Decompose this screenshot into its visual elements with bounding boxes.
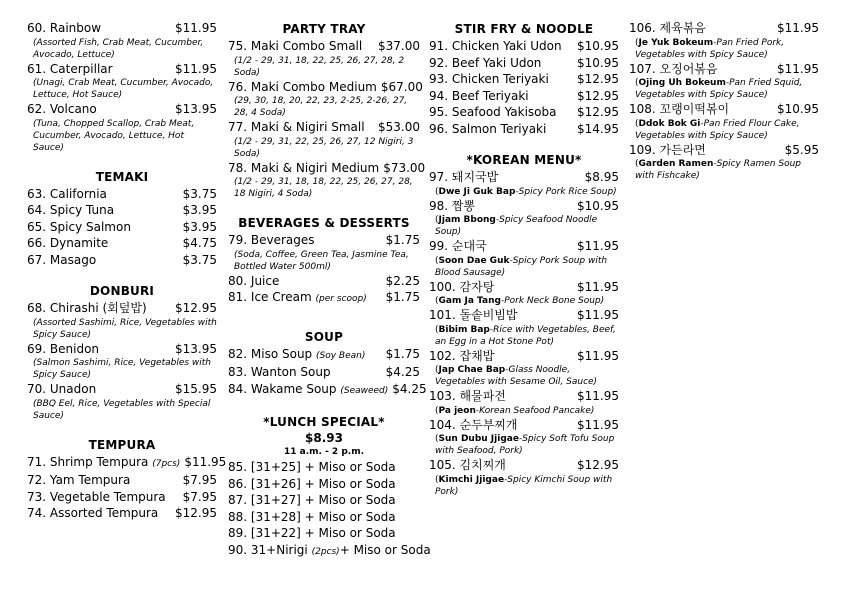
item-price: $13.95: [175, 341, 217, 356]
item-note: (Sun Dubu Jjigae-Spicy Soft Tofu Soup with Seafood, Pork): [435, 434, 615, 456]
item-name: 60. Rainbow: [27, 21, 102, 35]
item-note: (Soda, Coffee, Green Tea, Jasmine Tea, Bottled Water 500ml): [234, 249, 409, 272]
temaki-section: [27, 170, 217, 269]
item-name: 96. Salmon Teriyaki: [429, 121, 547, 136]
item-name: 71. Shrimp Tempura: [27, 454, 149, 469]
item-price: $12.95: [577, 105, 619, 119]
item-price: $7.95: [182, 473, 217, 487]
item-price: $11.95: [777, 61, 819, 76]
item-price: $3.95: [182, 203, 217, 217]
menu-item: [429, 417, 619, 458]
item-note: (Dwe Ji Guk Bap-Spicy Pork Rice Soup): [435, 186, 617, 197]
menu-item: [228, 459, 420, 476]
item-price: $4.75: [182, 236, 217, 250]
item-price: $2.25: [385, 273, 420, 288]
item-description: -Glass Noodle, Vegetables with Sesame Oil, Sauce): [435, 365, 598, 387]
item-qualifier: (2pcs): [311, 546, 340, 557]
menu-item: [429, 104, 619, 121]
item-price: $1.75: [385, 290, 420, 304]
item-price: $11.95: [175, 21, 217, 35]
soup-section: [228, 329, 427, 400]
item-note: (Unagi, Crab Meat, Cucumber, Avocado, Lettuce, Hot Sauce): [33, 78, 214, 100]
item-name: 107. 오징어볶음: [629, 61, 718, 76]
item-price: $73.00: [383, 160, 426, 175]
romanized-name: Gam Ja Tang: [438, 296, 501, 306]
menu-column-2: [228, 20, 431, 568]
item-price: $10.95: [777, 102, 819, 116]
menu-item: [629, 142, 819, 183]
menu-column-4: [629, 20, 819, 190]
item-name: 63. California: [27, 186, 107, 201]
menu-item: [429, 238, 619, 279]
section-title: *KOREAN MENU*: [466, 153, 582, 167]
item-note: (29, 30, 18, 20, 22, 23, 2-25, 2-26, 27, 28, 4 Soda): [234, 96, 408, 118]
beverages-section: [228, 216, 420, 308]
item-name: 69. Benidon: [27, 341, 100, 356]
item-price: $5.95: [784, 142, 819, 157]
romanized-name: Jap Chae Bap: [438, 365, 506, 375]
item-qualifier: (7pcs): [152, 458, 181, 469]
menu-item: [429, 71, 619, 88]
item-price: $11.95: [577, 348, 619, 363]
item-name: 83. Wanton Soup: [228, 365, 331, 379]
menu-item: [429, 198, 619, 239]
menu-item: [228, 476, 420, 493]
menu-item: [27, 252, 217, 269]
romanized-name: Je Yuk Bokeum: [638, 37, 714, 48]
menu-item: [228, 364, 420, 381]
item-name: 72. Yam Tempura: [27, 473, 131, 487]
item-name: 104. 순두부찌개: [429, 417, 518, 432]
menu-column-1: [27, 20, 227, 530]
item-name: 64. Spicy Tuna: [27, 203, 115, 217]
roll-section: [27, 20, 217, 154]
menu-item: [27, 186, 217, 203]
item-note: (Salmon Sashimi, Rice, Vegetables with Spicy Sauce): [33, 358, 212, 380]
item-name: 90. 31+Nirigi: [228, 542, 308, 557]
item-description: -Pan Fried Pork, Vegetables with Spicy Sauce): [635, 37, 785, 60]
item-price: $1.75: [385, 233, 420, 247]
item-note: (Assorted Sashimi, Rice, Vegetables with Spicy Sauce): [33, 317, 217, 340]
item-note: (Ojing Uh Bokeum-Pan Fried Squid, Vegetables with Spicy Sauce): [635, 78, 803, 100]
romanized-name: Pa jeon: [438, 405, 476, 416]
item-name: 88. [31+28] + Miso or Soda: [228, 509, 396, 524]
item-name: 106. 제육볶음: [629, 21, 706, 35]
item-name: 94. Beef Teriyaki: [429, 88, 529, 103]
romanized-name: Bibim Bap: [438, 324, 490, 335]
stir-fry-section: [429, 22, 619, 137]
menu-item: [27, 235, 217, 252]
item-note: (Ddok Bok Gi-Pan Fried Flour Cake, Vegetables with Spicy Sauce): [635, 118, 800, 141]
menu-item: [629, 61, 819, 102]
item-name: 81. Ice Cream: [228, 290, 312, 304]
menu-item: [228, 38, 420, 79]
item-description: -Spicy Ramen Soup with Fishcake): [635, 159, 801, 181]
item-description: -Rice with Vegetables, Beef, an Egg in a Hot Stone Pot): [435, 324, 616, 347]
item-name: 100. 감자탕: [429, 279, 495, 294]
menu-item: [429, 38, 619, 55]
item-price: $14.95: [577, 121, 619, 136]
section-title: DONBURI: [89, 284, 155, 298]
menu-item: [228, 119, 420, 160]
menu-item: [27, 454, 227, 473]
menu-item: [27, 381, 217, 422]
item-name: 109. 가든라면: [629, 142, 706, 157]
menu-item: [27, 101, 217, 154]
romanized-name: Garden Ramen: [638, 159, 714, 169]
item-price: $11.95: [577, 389, 619, 403]
tempura-section: [27, 437, 227, 522]
lunch-price: $8.93: [305, 431, 343, 445]
menu-item: [27, 202, 217, 219]
party-tray-section: [228, 22, 426, 200]
section-title: TEMAKI: [95, 169, 149, 184]
item-description: -Korean Seafood Pancake): [475, 405, 595, 416]
item-name: 99. 순대국: [429, 239, 487, 253]
item-name: 85. [31+25] + Miso or Soda: [228, 460, 396, 474]
item-price: $11.95: [184, 454, 227, 469]
item-price: $12.95: [175, 506, 217, 520]
item-name: 84. Wakame Soup: [228, 381, 337, 396]
item-price: $12.95: [577, 458, 619, 472]
section-title: PARTY TRAY: [282, 22, 366, 36]
item-name: 105. 김치찌개: [429, 458, 506, 472]
donburi-section: [27, 284, 217, 422]
item-note: (Assorted Fish, Crab Meat, Cucumber, Avocado, Lettuce): [33, 37, 204, 60]
menu-item: [629, 20, 819, 61]
item-description: -Spicy Soft Tofu Soup with Seafood, Pork): [435, 434, 615, 456]
section-title: TEMPURA: [88, 437, 156, 452]
romanized-name: Ddok Bok Gi: [638, 118, 701, 129]
menu-item: [27, 472, 217, 489]
menu-item: [27, 219, 217, 236]
menu-item: [228, 273, 420, 290]
section-title: STIR FRY & NOODLE: [454, 22, 594, 36]
romanized-name: Soon Dae Guk: [438, 255, 510, 266]
menu-item: [228, 381, 427, 400]
item-price: $67.00: [380, 79, 423, 94]
item-price: $53.00: [378, 120, 420, 134]
item-name: 65. Spicy Salmon: [27, 219, 131, 234]
item-note: (Soon Dae Guk-Spicy Pork Soup with Blood Sausage): [435, 255, 608, 278]
item-price: $11.95: [577, 279, 619, 294]
item-note: (Je Yuk Bokeum-Pan Fried Pork, Vegetables with Spicy Sauce): [635, 37, 785, 60]
menu-item: [228, 289, 420, 308]
item-description: -Spicy Seafood Noodle Soup): [435, 215, 598, 237]
item-name: 75. Maki Combo Small: [228, 39, 363, 53]
item-name: 101. 돌솥비빔밥: [429, 308, 518, 322]
item-note: (Garden Ramen-Spicy Ramen Soup with Fishcake): [635, 159, 801, 181]
romanized-name: Ojing Uh Bokeum: [638, 78, 726, 88]
item-qualifier: (Soy Bean): [316, 350, 366, 361]
item-note: (1/2 - 29, 31, 18, 22, 25, 26, 27, 28, 2 Soda): [234, 55, 405, 78]
menu-item: [429, 121, 619, 138]
item-price: $7.95: [182, 489, 217, 504]
item-note: (Jap Chae Bap-Glass Noodle, Vegetables with Sesame Oil, Sauce): [435, 365, 598, 387]
menu-item: [228, 525, 420, 542]
item-name: 102. 잡채밥: [429, 348, 495, 363]
item-name: 103. 해물파전: [429, 389, 506, 403]
item-price: $8.95: [584, 170, 619, 184]
item-name: 89. [31+22] + Miso or Soda: [228, 526, 396, 540]
lunch-special-section: [228, 415, 431, 560]
item-description: -Spicy Pork Rice Soup): [515, 186, 617, 197]
item-price: $12.95: [577, 72, 619, 86]
item-name: 98. 짬뽕: [429, 198, 476, 213]
item-name: 86. [31+26] + Miso or Soda: [228, 476, 396, 491]
item-note: (1/2 - 29, 31, 22, 25, 26, 27, 12 Nigiri, 3 Soda): [234, 136, 414, 159]
menu-item: [228, 509, 420, 526]
item-name: 70. Unadon: [27, 382, 97, 396]
item-note: (Gam Ja Tang-Pork Neck Bone Soup): [435, 296, 605, 306]
item-note: (BBQ Eel, Rice, Vegetables with Special Sauce): [33, 398, 211, 421]
menu-item: [429, 169, 619, 198]
item-price: $12.95: [577, 88, 619, 103]
menu-column-3: [429, 20, 619, 506]
item-description: -Spicy Kimchi Soup with Pork): [435, 474, 613, 497]
item-qualifier: (Seaweed): [340, 385, 389, 396]
menu-item: [429, 55, 619, 72]
item-price: $11.95: [577, 417, 619, 432]
menu-item: [27, 505, 217, 522]
item-price: $37.00: [378, 39, 420, 53]
item-name: 95. Seafood Yakisoba: [429, 105, 557, 119]
menu-item: [27, 489, 217, 506]
romanized-name: Sun Dubu Jjigae: [438, 434, 519, 444]
section-title: BEVERAGES & DESSERTS: [238, 216, 410, 230]
item-price: $15.95: [175, 382, 217, 396]
item-description: -Pan Fried Squid, Vegetables with Spicy Sauce): [635, 78, 803, 100]
item-name-tail: + Miso or Soda: [339, 542, 431, 557]
item-note: (Pa jeon-Korean Seafood Pancake): [435, 405, 595, 416]
item-name: 67. Masago: [27, 252, 97, 267]
menu-item: [429, 457, 619, 498]
item-note: (Kimchi Jjigae-Spicy Kimchi Soup with Pork): [435, 474, 613, 497]
item-name: 73. Vegetable Tempura: [27, 489, 166, 504]
item-name: 62. Volcano: [27, 102, 97, 116]
item-name: 76. Maki Combo Medium: [228, 79, 377, 94]
item-price: $11.95: [777, 21, 819, 35]
item-price: $13.95: [175, 102, 217, 116]
item-price: $12.95: [175, 301, 217, 315]
menu-item: [228, 232, 420, 273]
item-name: 108. 꼬랭이떡볶이: [629, 102, 730, 116]
item-note: (1/2 - 29, 31, 18, 18, 22, 25, 26, 27, 28, 18 Nigiri, 4 Soda): [234, 177, 413, 199]
item-name: 68. Chirashi (회덮밥): [27, 301, 147, 315]
section-title: SOUP: [304, 329, 344, 344]
item-name: 74. Assorted Tempura: [27, 506, 159, 520]
item-price: $11.95: [577, 239, 619, 253]
lunch-hours: 11 a.m. - 2 p.m.: [283, 447, 364, 457]
item-name: 78. Maki & Nigiri Medium: [228, 160, 380, 175]
item-price: $4.25: [385, 365, 420, 379]
item-price: $1.75: [385, 346, 420, 361]
item-name: 92. Beef Yaki Udon: [429, 55, 542, 70]
menu-item: [228, 492, 420, 509]
item-name: 77. Maki & Nigiri Small: [228, 120, 365, 134]
item-price: $3.75: [182, 252, 217, 267]
item-name: 91. Chicken Yaki Udon: [429, 39, 562, 53]
romanized-name: Jjam Bbong: [438, 215, 496, 225]
item-price: $10.95: [577, 39, 619, 53]
item-price: $4.25: [392, 381, 427, 396]
menu-item: [429, 388, 619, 417]
item-price: $11.95: [577, 308, 619, 322]
item-price: $3.75: [182, 186, 217, 201]
item-price: $10.95: [577, 55, 619, 70]
menu-item: [27, 341, 217, 382]
romanized-name: Kimchi Jjigae: [438, 474, 505, 485]
item-name: 93. Chicken Teriyaki: [429, 72, 549, 86]
item-description: -Pan Fried Flour Cake, Vegetables with Spicy Sauce): [635, 118, 800, 141]
romanized-name: Dwe Ji Guk Bap: [438, 186, 516, 197]
menu-item: [27, 20, 217, 61]
menu-item: [429, 307, 619, 348]
menu-item: [429, 88, 619, 105]
menu-item: [27, 300, 217, 341]
menu-item: [228, 346, 420, 365]
menu-item: [228, 160, 426, 201]
item-name: 79. Beverages: [228, 233, 315, 247]
item-name: 61. Caterpillar: [27, 61, 113, 76]
item-price: $10.95: [577, 198, 619, 213]
item-name: 97. 돼지국밥: [429, 170, 499, 184]
section-title: *LUNCH SPECIAL*: [263, 415, 385, 429]
item-name: 82. Miso Soup: [228, 346, 313, 361]
item-price: $3.95: [182, 219, 217, 234]
menu-item: [429, 348, 619, 389]
item-note: (Jjam Bbong-Spicy Seafood Noodle Soup): [435, 215, 598, 237]
menu-item: [228, 542, 431, 561]
item-name: 87. [31+27] + Miso or Soda: [228, 493, 396, 507]
item-description: -Pork Neck Bone Soup): [500, 296, 605, 306]
korean-menu-continued: [629, 20, 819, 182]
item-description: -Spicy Pork Soup with Blood Sausage): [435, 255, 608, 278]
item-note: (Tuna, Chopped Scallop, Crab Meat, Cucumber, Avocado, Lettuce, Hot Sauce): [33, 118, 195, 153]
item-name: 80. Juice: [228, 273, 280, 288]
menu-item: [629, 101, 819, 142]
menu-item: [27, 61, 217, 102]
korean-menu-section: [429, 153, 619, 498]
item-qualifier: (per scoop): [315, 294, 367, 304]
item-name: 66. Dynamite: [27, 236, 109, 250]
menu-item: [429, 279, 619, 308]
item-price: $11.95: [175, 61, 217, 76]
menu-item: [228, 79, 423, 120]
item-note: (Bibim Bap-Rice with Vegetables, Beef, an Egg in a Hot Stone Pot): [435, 324, 616, 347]
